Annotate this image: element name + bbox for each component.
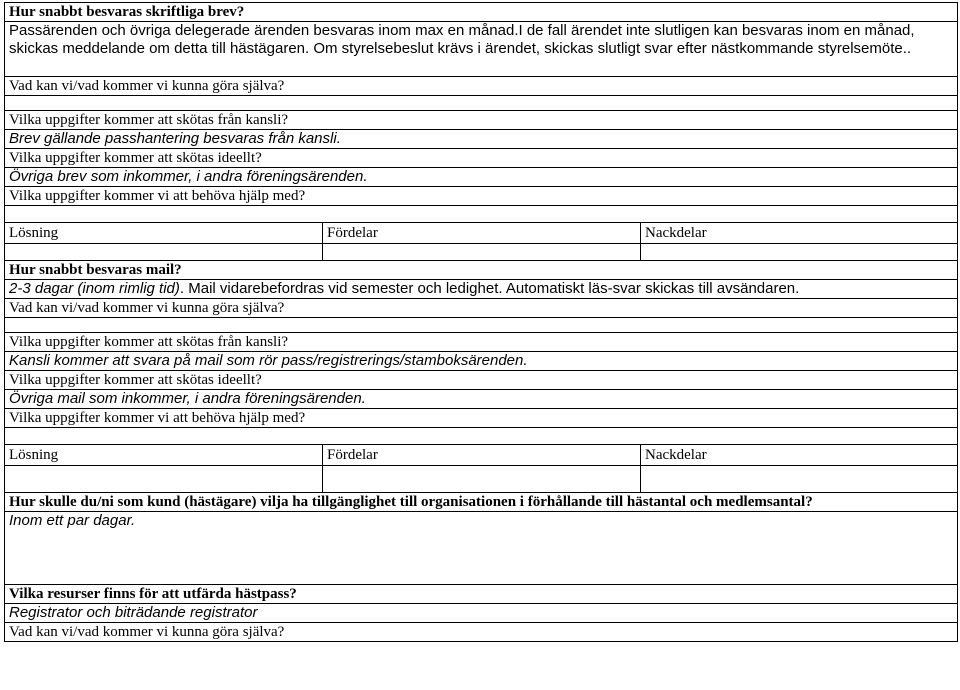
- mail-heading: Hur snabbt besvaras mail?: [5, 261, 958, 280]
- letters-pros-cell: [323, 244, 641, 261]
- resources-q-self: Vad kan vi/vad kommer vi kunna göra själva?: [5, 623, 958, 642]
- letters-solution-cell: [5, 244, 323, 261]
- mail-col-solution: Lösning: [5, 445, 323, 466]
- letters-answer: Passärenden och övriga delegerade ärenden besvaras inom max en månad.I de fall ärendet inte slutligen kan besvaras inom en månad, skickas meddelande om detta till hästägaren. Om styrelsebeslut krävs i ärendet, skickas slutligt svar efter nästkommande styrelsemöte..: [5, 22, 958, 77]
- letters-q-help: Vilka uppgifter kommer vi att behöva hjälp med?: [5, 187, 958, 206]
- letters-a-volunteer: Övriga brev som inkommer, i andra föreningsärenden.: [5, 168, 958, 187]
- mail-solution-cell: [5, 466, 323, 493]
- letters-q-self: Vad kan vi/vad kommer vi kunna göra själva?: [5, 77, 958, 96]
- mail-col-cons: Nackdelar: [641, 445, 958, 466]
- letters-q-volunteer: Vilka uppgifter kommer att skötas ideellt?: [5, 149, 958, 168]
- mail-col-pros: Fördelar: [323, 445, 641, 466]
- letters-a-office: Brev gällande passhantering besvaras från kansli.: [5, 130, 958, 149]
- letters-heading: Hur snabbt besvaras skriftliga brev?: [5, 3, 958, 22]
- letters-col-pros: Fördelar: [323, 223, 641, 244]
- mail-a-help-empty: [5, 428, 958, 445]
- access-answer: Inom ett par dagar.: [5, 512, 958, 585]
- mail-q-office: Vilka uppgifter kommer att skötas från kansli?: [5, 333, 958, 352]
- letters-q-office: Vilka uppgifter kommer att skötas från kansli?: [5, 111, 958, 130]
- mail-a-office: Kansli kommer att svara på mail som rör pass/registrerings/stamboksärenden.: [5, 352, 958, 371]
- letters-a-help-empty: [5, 206, 958, 223]
- mail-answer-details: . Mail vidarebefordras vid semester och ledighet. Automatiskt läs-svar skickas till avsändaren.: [179, 280, 800, 297]
- mail-answer-timeframe: 2-3 dagar (inom rimlig tid): [9, 280, 180, 297]
- access-heading: Hur skulle du/ni som kund (hästägare) vilja ha tillgänglighet till organisationen i förhållande till hästantal och medlemsantal?: [5, 493, 958, 512]
- questionnaire-table: [4, 2, 958, 642]
- mail-pros-cell: [323, 466, 641, 493]
- mail-answer: [5, 280, 958, 299]
- mail-a-self-empty: [5, 318, 958, 333]
- mail-a-volunteer: Övriga mail som inkommer, i andra föreningsärenden.: [5, 390, 958, 409]
- letters-col-cons: Nackdelar: [641, 223, 958, 244]
- resources-heading: Vilka resurser finns för att utfärda hästpass?: [5, 585, 958, 604]
- letters-a-self-empty: [5, 96, 958, 111]
- letters-cons-cell: [641, 244, 958, 261]
- letters-col-solution: Lösning: [5, 223, 323, 244]
- mail-q-help: Vilka uppgifter kommer vi att behöva hjälp med?: [5, 409, 958, 428]
- resources-answer: Registrator och biträdande registrator: [5, 604, 958, 623]
- mail-cons-cell: [641, 466, 958, 493]
- mail-q-self: Vad kan vi/vad kommer vi kunna göra själva?: [5, 299, 958, 318]
- mail-q-volunteer: Vilka uppgifter kommer att skötas ideellt?: [5, 371, 958, 390]
